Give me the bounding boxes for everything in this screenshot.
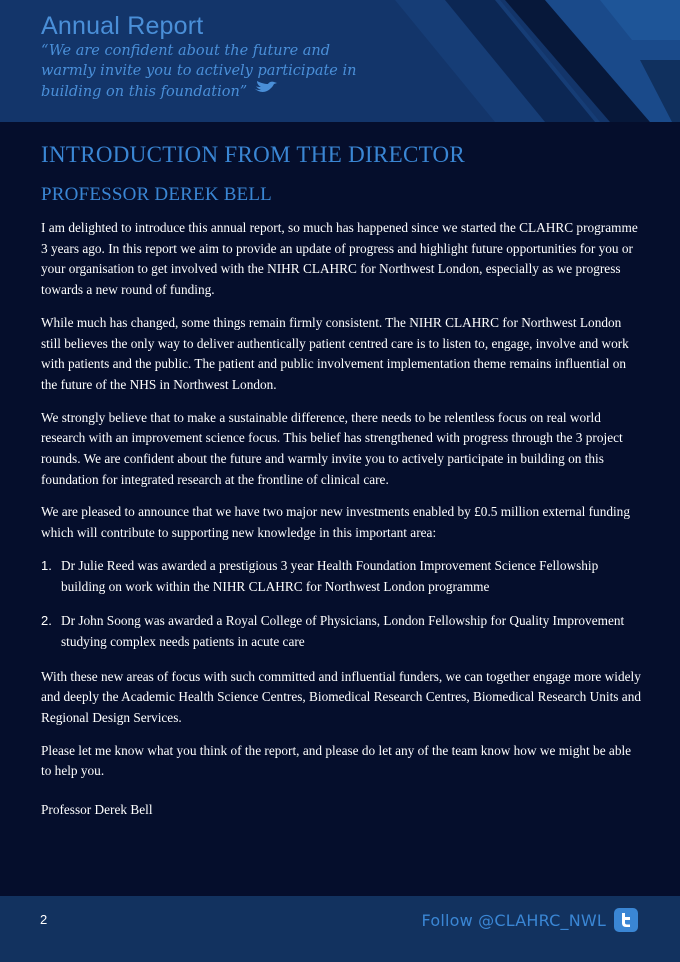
list-item [41,556,641,597]
header-quote-text: “We are confident about the future and warmly invite you to actively participate in building on this foundation” [41,43,357,100]
paragraph: With these new areas of focus with such committed and influential funders, we can together engage more widely and deeply the Academic Health Science Centres, Biomedical Research Centres, Biomedical Research Units and Regional Design Services. [41,668,641,726]
list-item-text: Dr Julie Reed was awarded a prestigious 3 year Health Foundation Improvement Science Fellowship building on work within the NIHR CLAHRC for Northwest London programme [61,557,599,594]
twitter-bird-icon [253,81,277,103]
list-item-text: Dr John Soong was awarded a Royal College of Physicians, London Fellowship for Quality Improvement studying complex needs patients in acute care [61,613,625,649]
paragraph: We strongly believe that to make a sustainable difference, there needs to be relentless focus on real world research with an improvement science focus. This belief has strengthened with progress through the 3 project rounds. We are confident about the future and warmly invite you to actively participate in building on this foundation for integrated research at the frontline of clinical care. [41,409,623,487]
paragraph: Please let me know what you think of the report, and please do let any of the team know how we might be able to help you. [41,742,632,779]
paragraph: I am delighted to introduce this annual report, so much has happened since we started the CLAHRC programme 3 years ago. In this report we aim to provide an update of progress and highlight future opportunities for you or your organisation to get involved with the NIHR CLAHRC for Northwest London, especially as we progress towards a new round of funding. [41,220,638,298]
investment-list [41,556,641,653]
header-title: Annual Report [41,12,204,40]
header-quote [41,41,371,103]
follow-link[interactable] [422,908,639,932]
footer [0,896,680,962]
header-banner [0,0,680,122]
list-number: 2. [41,613,52,629]
follow-text: Follow @CLAHRC_NWL [421,910,606,930]
main-content [41,140,641,818]
section-title: INTRODUCTION FROM THE DIRECTOR [41,142,466,167]
list-item [41,611,641,652]
list-number: 1. [41,557,52,573]
page-number: 2 [40,912,48,927]
twitter-icon[interactable] [614,908,638,932]
signature: Professor Derek Bell [41,802,153,818]
paragraph: While much has changed, some things remain firmly consistent. The NIHR CLAHRC for Northwest London still believes the only way to deliver authentically patient centred care is to listen to, engage, involve and work with patients and the public. The patient and public involvement implementation theme remains influential on the future of the NHS in Northwest London. [41,314,629,392]
paragraph: We are pleased to announce that we have two major new investments enabled by £0.5 million external funding which will contribute to supporting new knowledge in this important area: [41,504,630,541]
author-title: PROFESSOR DEREK BELL [41,184,272,205]
